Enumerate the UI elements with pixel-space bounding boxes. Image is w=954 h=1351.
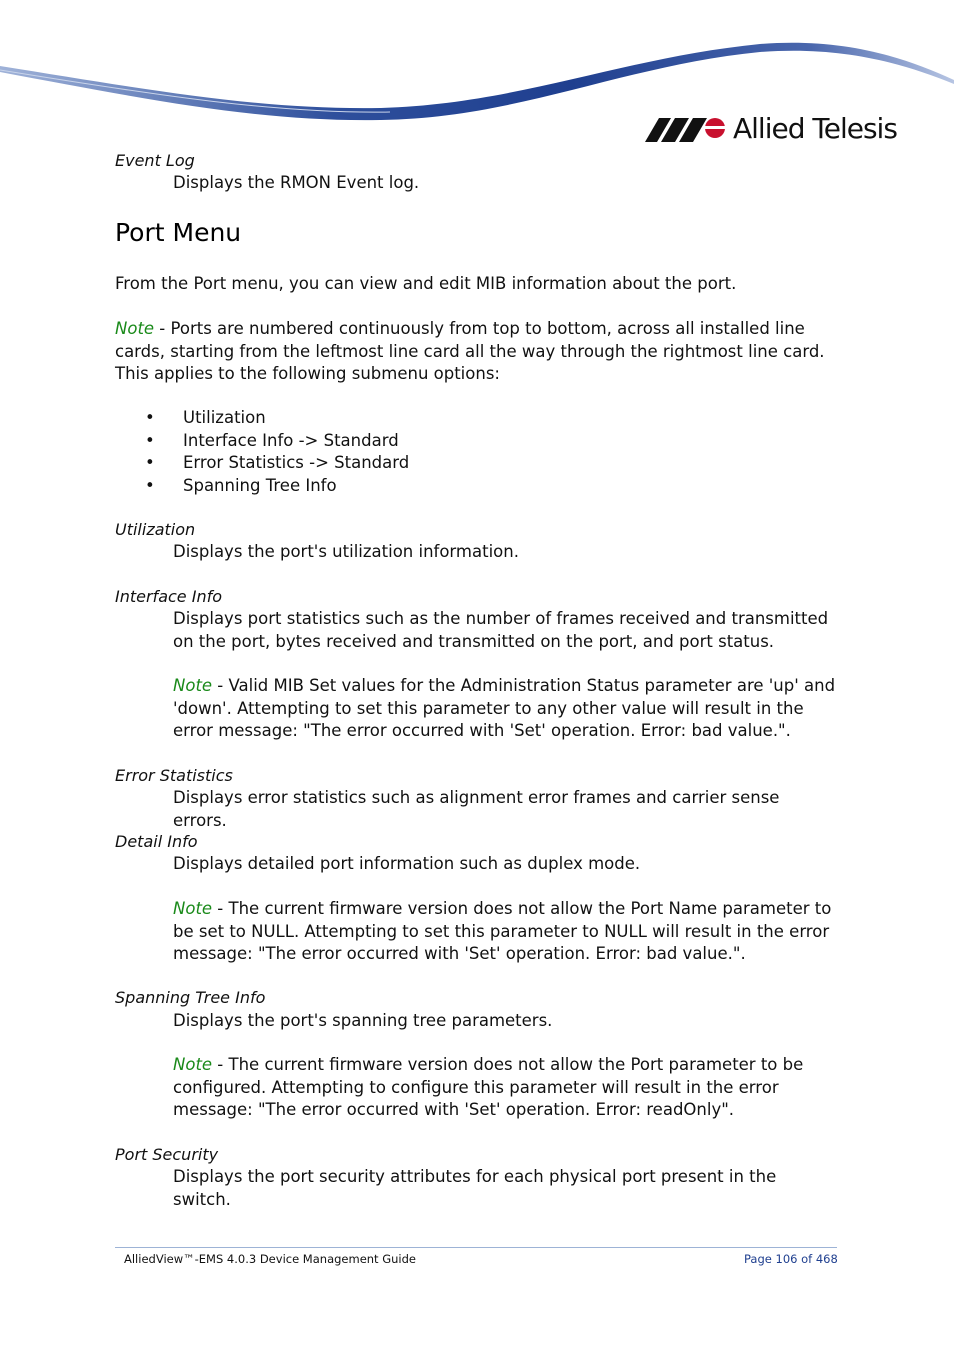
note-text: - Valid MIB Set values for the Administration Status parameter are 'up' and 'down'. Attempting to set this parameter to any other value will result in the error message: "The error occurred with 'Set' operation. Error: bad value.".	[173, 676, 836, 740]
bullet-icon: •	[145, 430, 155, 450]
desc-interface-info: Displays port statistics such as the number of frames received and transmitted on the port, bytes received and transmitted on the port, and port status.	[173, 609, 829, 651]
allied-telesis-logo-mark-icon	[645, 114, 727, 142]
desc-detail-info: Displays detailed port information such as duplex mode.	[173, 854, 641, 873]
bullet-icon: •	[145, 453, 155, 472]
term-detail-info: Detail Info	[115, 832, 198, 851]
note-paragraph-ports	[115, 318, 840, 386]
allied-telesis-logo	[645, 108, 897, 148]
list-item	[115, 407, 840, 430]
desc-utilization: Displays the port's utilization information.	[173, 542, 519, 561]
intro-paragraph: From the Port menu, you can view and edit MIB information about the port.	[115, 274, 737, 293]
footer-divider	[115, 1247, 837, 1248]
section-heading-port-menu: Port Menu	[115, 218, 242, 247]
footer-document-title: AlliedView™-EMS 4.0.3 Device Management Guide	[124, 1252, 416, 1266]
list-item	[115, 475, 840, 498]
list-item-text: Error Statistics -> Standard	[183, 453, 410, 472]
term-interface-info: Interface Info	[115, 587, 222, 606]
term-port-security: Port Security	[115, 1145, 219, 1164]
desc-error-statistics: Displays error statistics such as alignment error frames and carrier sense errors.	[173, 788, 780, 830]
list-item-text: Interface Info -> Standard	[183, 430, 399, 450]
desc-port-security: Displays the port security attributes for each physical port present in the switch.	[173, 1167, 777, 1209]
submenu-bullet-list	[115, 407, 840, 497]
desc-spanning-tree-info: Displays the port's spanning tree parameters.	[173, 1011, 553, 1030]
note-text: - The current firmware version does not allow the Port parameter to be configured. Attempting to configure this parameter will result in the error message: "The error occurred with 'Set' operation. Error: readOnly".	[173, 1055, 804, 1119]
term-event-log: Event Log	[115, 151, 195, 170]
bullet-icon: •	[145, 408, 155, 427]
note-label: Note	[173, 1055, 213, 1074]
note-text: - Ports are numbered continuously from top to bottom, across all installed line cards, starting from the leftmost line card all the way through the rightmost line card. This applies to the following submenu options:	[115, 319, 825, 383]
list-item-text: Spanning Tree Info	[183, 475, 337, 495]
term-spanning-tree-info: Spanning Tree Info	[115, 988, 266, 1007]
logo-wordmark: Allied Telesis	[733, 111, 897, 145]
list-item-text: Utilization	[183, 408, 266, 427]
bullet-icon: •	[145, 475, 155, 495]
note-label: Note	[115, 319, 155, 338]
desc-event-log: Displays the RMON Event log.	[173, 173, 420, 192]
note-label: Note	[173, 676, 213, 695]
term-error-statistics: Error Statistics	[115, 766, 233, 785]
term-utilization: Utilization	[115, 520, 196, 539]
note-interface-info	[173, 675, 838, 743]
note-detail-info	[173, 898, 838, 966]
list-item	[115, 452, 840, 475]
footer-page-number: Page 106 of 468	[744, 1252, 838, 1266]
note-spanning-tree-info	[173, 1054, 838, 1122]
list-item	[115, 430, 840, 453]
note-label: Note	[173, 899, 213, 918]
note-text: - The current firmware version does not allow the Port Name parameter to be set to NULL. Attempting to set this parameter to NULL will result in the error message: "The error occurred with 'Set' operation. Error: bad value.".	[173, 899, 832, 963]
